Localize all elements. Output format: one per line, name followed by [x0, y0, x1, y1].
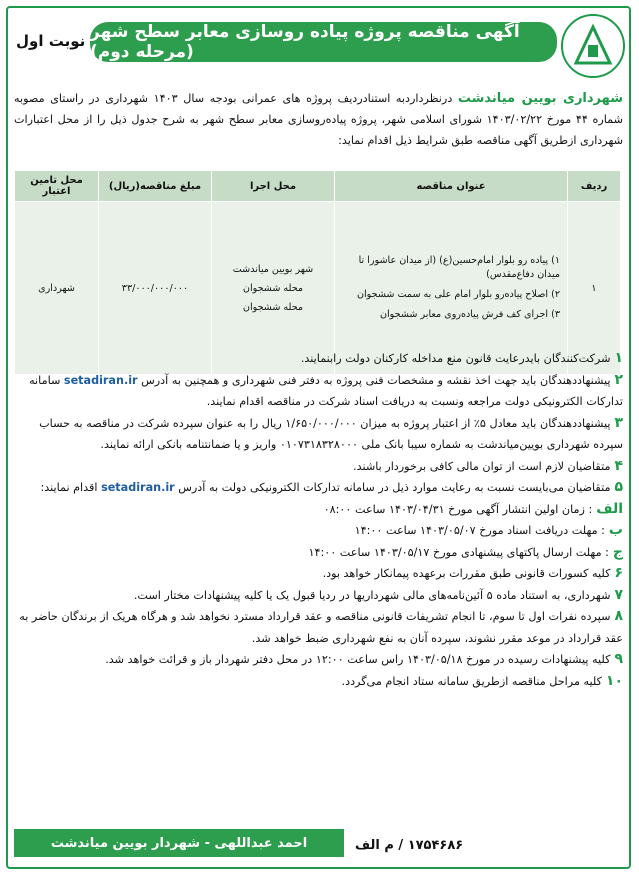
title-item: ۳) اجرای کف فرش پیاده‌روی معابر ششجوان: [379, 309, 560, 320]
clause-number: الف: [596, 500, 623, 517]
col-radif: ردیف: [568, 171, 621, 202]
org-name: شهرداری بویین میاندشت: [457, 91, 624, 106]
clause-item: [14, 606, 623, 649]
clause-item: [14, 671, 623, 693]
title-item: ۲) اصلاح پیاده‌رو بلوار امام علی به سمت ششجوان: [356, 289, 560, 300]
col-title: عنوان مناقصه: [335, 171, 568, 202]
col-location: محل اجرا: [212, 171, 335, 202]
cell-radif: ۱: [568, 202, 621, 375]
clause-item: [14, 370, 623, 413]
ad-title: آگهی مناقصه پروژه پیاده روسازی معابر سطح شهر (مرحله دوم): [90, 22, 557, 62]
clause-number: ب: [608, 522, 623, 538]
clause-item: الف: زمان اولین انتشار آگهی مورخ ۱۴۰۳/۰۴/۳۱ ساعت ۰۸:۰۰: [14, 499, 623, 521]
clause-item: ج: مهلت ارسال پاکتهای پیشنهادی مورخ ۱۴۰۳/۰۵/۱۷ ساعت ۱۴:۰۰: [14, 542, 623, 564]
clause-text: سپرده نفرات اول تا سوم، تا انجام تشریفات قانونی مناقصه و عقد قرارداد مسترد نخواهد شد و هرگاه هریک از برندگان حاضر به عقد قرارداد در موعد مقرر نشوند، سپرده آنان به نفع شهرداری ضبط خواهد شد.: [19, 610, 623, 645]
logo-emblem-icon: [570, 23, 616, 69]
setadiran-link[interactable]: setadiran.ir: [101, 481, 175, 494]
clause-text: زمان اولین انتشار آگهی مورخ ۱۴۰۳/۰۴/۳۱ ساعت ۰۸:۰۰: [323, 502, 585, 516]
clause-item: [14, 585, 623, 607]
clause-text: شرکت‌کنندگان بایدرعایت قانون منع مداخله کارکنان دولت رابنمایند.: [300, 352, 611, 365]
clause-text: اقدام نمایند:: [40, 481, 102, 494]
clause-item: [14, 456, 623, 478]
clause-number: ۱۰: [605, 672, 623, 689]
location-item: محله ششجوان: [242, 301, 304, 313]
clause-number: ۳: [614, 414, 623, 431]
clause-number: ۴: [614, 457, 623, 474]
location-item: محله ششجوان: [242, 282, 304, 294]
clause-item: [14, 649, 623, 671]
col-funding: محل تامین اعتبار: [15, 171, 99, 202]
publication-round: نوبت اول: [16, 32, 86, 50]
ad-code: ۱۷۵۴۶۸۶ / م الف: [355, 838, 464, 853]
clause-number: ۶: [614, 565, 623, 581]
cell-funding: شهرداری: [15, 202, 99, 375]
intro-paragraph: [14, 88, 623, 151]
clause-number: ۱: [614, 350, 623, 366]
clause-text: مهلت دریافت اسناد مورخ ۱۴۰۳/۰۵/۰۷ ساعت ۱۴:۰۰: [354, 524, 598, 537]
clause-number: ۷: [614, 586, 623, 603]
clause-number: ج: [612, 543, 623, 560]
clause-text: متقاضیان می‌بایست نسبت به رعایت موارد ذیل در سامانه تدارکات الکترونیکی دولت به آدرس: [178, 481, 611, 494]
clause-item: ب: مهلت دریافت اسناد مورخ ۱۴۰۳/۰۵/۰۷ ساعت ۱۴:۰۰: [14, 520, 623, 542]
clause-text: پیشنهاددهندگان باید جهت اخذ نقشه و مشخصات فنی پروژه به دفتر فنی شهرداری و همچنین به آدرس: [141, 373, 611, 387]
location-item: شهر بویین میاندشت: [232, 263, 314, 275]
col-amount: مبلغ مناقصه(ریال): [99, 171, 212, 202]
signature-bar: احمد عبداللهی - شهردار بویین میاندشت: [14, 829, 344, 857]
clause-text: کلیه مراحل مناقصه ازطریق سامانه ستاد انجام می‌گردد.: [341, 674, 602, 688]
intro-text: درنظرداردبه استنادردیف پروژه های عمرانی بودجه سال ۱۴۰۳ شهرداری در راستای مصوبه شماره ۴۴ مورخ ۱۴۰۳/۰۲/۲۲ شورای اسلامی شهر، پروژه پیاده‌روسازی معابر سطح شهر به شرح جدول ذیل را از محل اعتبارات شهرداری ازطریق آگهی مناقصه طبق شرایط ذیل اقدام نماید:: [14, 92, 623, 147]
clause-text: مهلت ارسال پاکتهای پیشنهادی مورخ ۱۴۰۳/۰۵/۱۷ ساعت ۱۴:۰۰: [308, 545, 602, 559]
tender-table: [14, 170, 621, 375]
clause-number: ۲: [614, 371, 623, 388]
municipality-logo: [561, 14, 625, 78]
clause-item: [14, 563, 623, 585]
clause-text: پیشنهاددهندگان باید معادل ۵٪ از اعتبار پروژه به میزان ۱/۶۵۰/۰۰۰/۰۰۰ ریال را به عنوان سپرده شرکت در مناقصه به حساب سپرده شهرداری بویین‌میاندشت به شماره سیبا بانک ملی ۰۱۰۷۳۱۸۳۲۸۰۰۰ واریز و یا ضمانتنامه بانکی ارائه نمایند.: [39, 416, 623, 451]
clause-number: ۵: [614, 479, 623, 495]
clause-item: [14, 477, 623, 499]
clause-text: سامانه تدارکات الکترونیکی دولت مراجعه ونسبت به دریافت اسناد شرکت در مناقصه اقدام نمایند.: [29, 373, 623, 408]
title-item: ۱) پیاده رو بلوار امام‌حسین(ع) (از میدان عاشورا تا میدان دفاع‌مقدس): [358, 255, 560, 280]
cell-amount: ۳۳/۰۰۰/۰۰۰/۰۰۰: [99, 202, 212, 375]
setadiran-link[interactable]: setadiran.ir: [63, 373, 138, 387]
header: [10, 12, 629, 76]
clause-text: کلیه پیشنهادات رسیده در مورخ ۱۴۰۳/۰۵/۱۸ راس ساعت ۱۲:۰۰ در محل دفتر شهردار باز و قرائت خواهد شد.: [105, 653, 611, 666]
clause-item: [14, 348, 623, 370]
clause-number: ۸: [614, 608, 623, 624]
clause-number: ۹: [614, 651, 623, 667]
clause-item: [14, 413, 623, 456]
clause-text: کلیه کسورات قانونی طبق مقررات برعهده پیمانکار خواهد بود.: [322, 567, 611, 580]
clause-text: متقاضیان لازم است از توان مالی کافی برخوردار باشند.: [353, 459, 611, 473]
conditions-list: [14, 348, 623, 692]
clause-text: شهرداری، به استناد ماده ۵ آئین‌نامه‌های مالی شهرداریها در ردیا قبول یک یا کلیه پیشنهادات مختار است.: [133, 588, 611, 602]
